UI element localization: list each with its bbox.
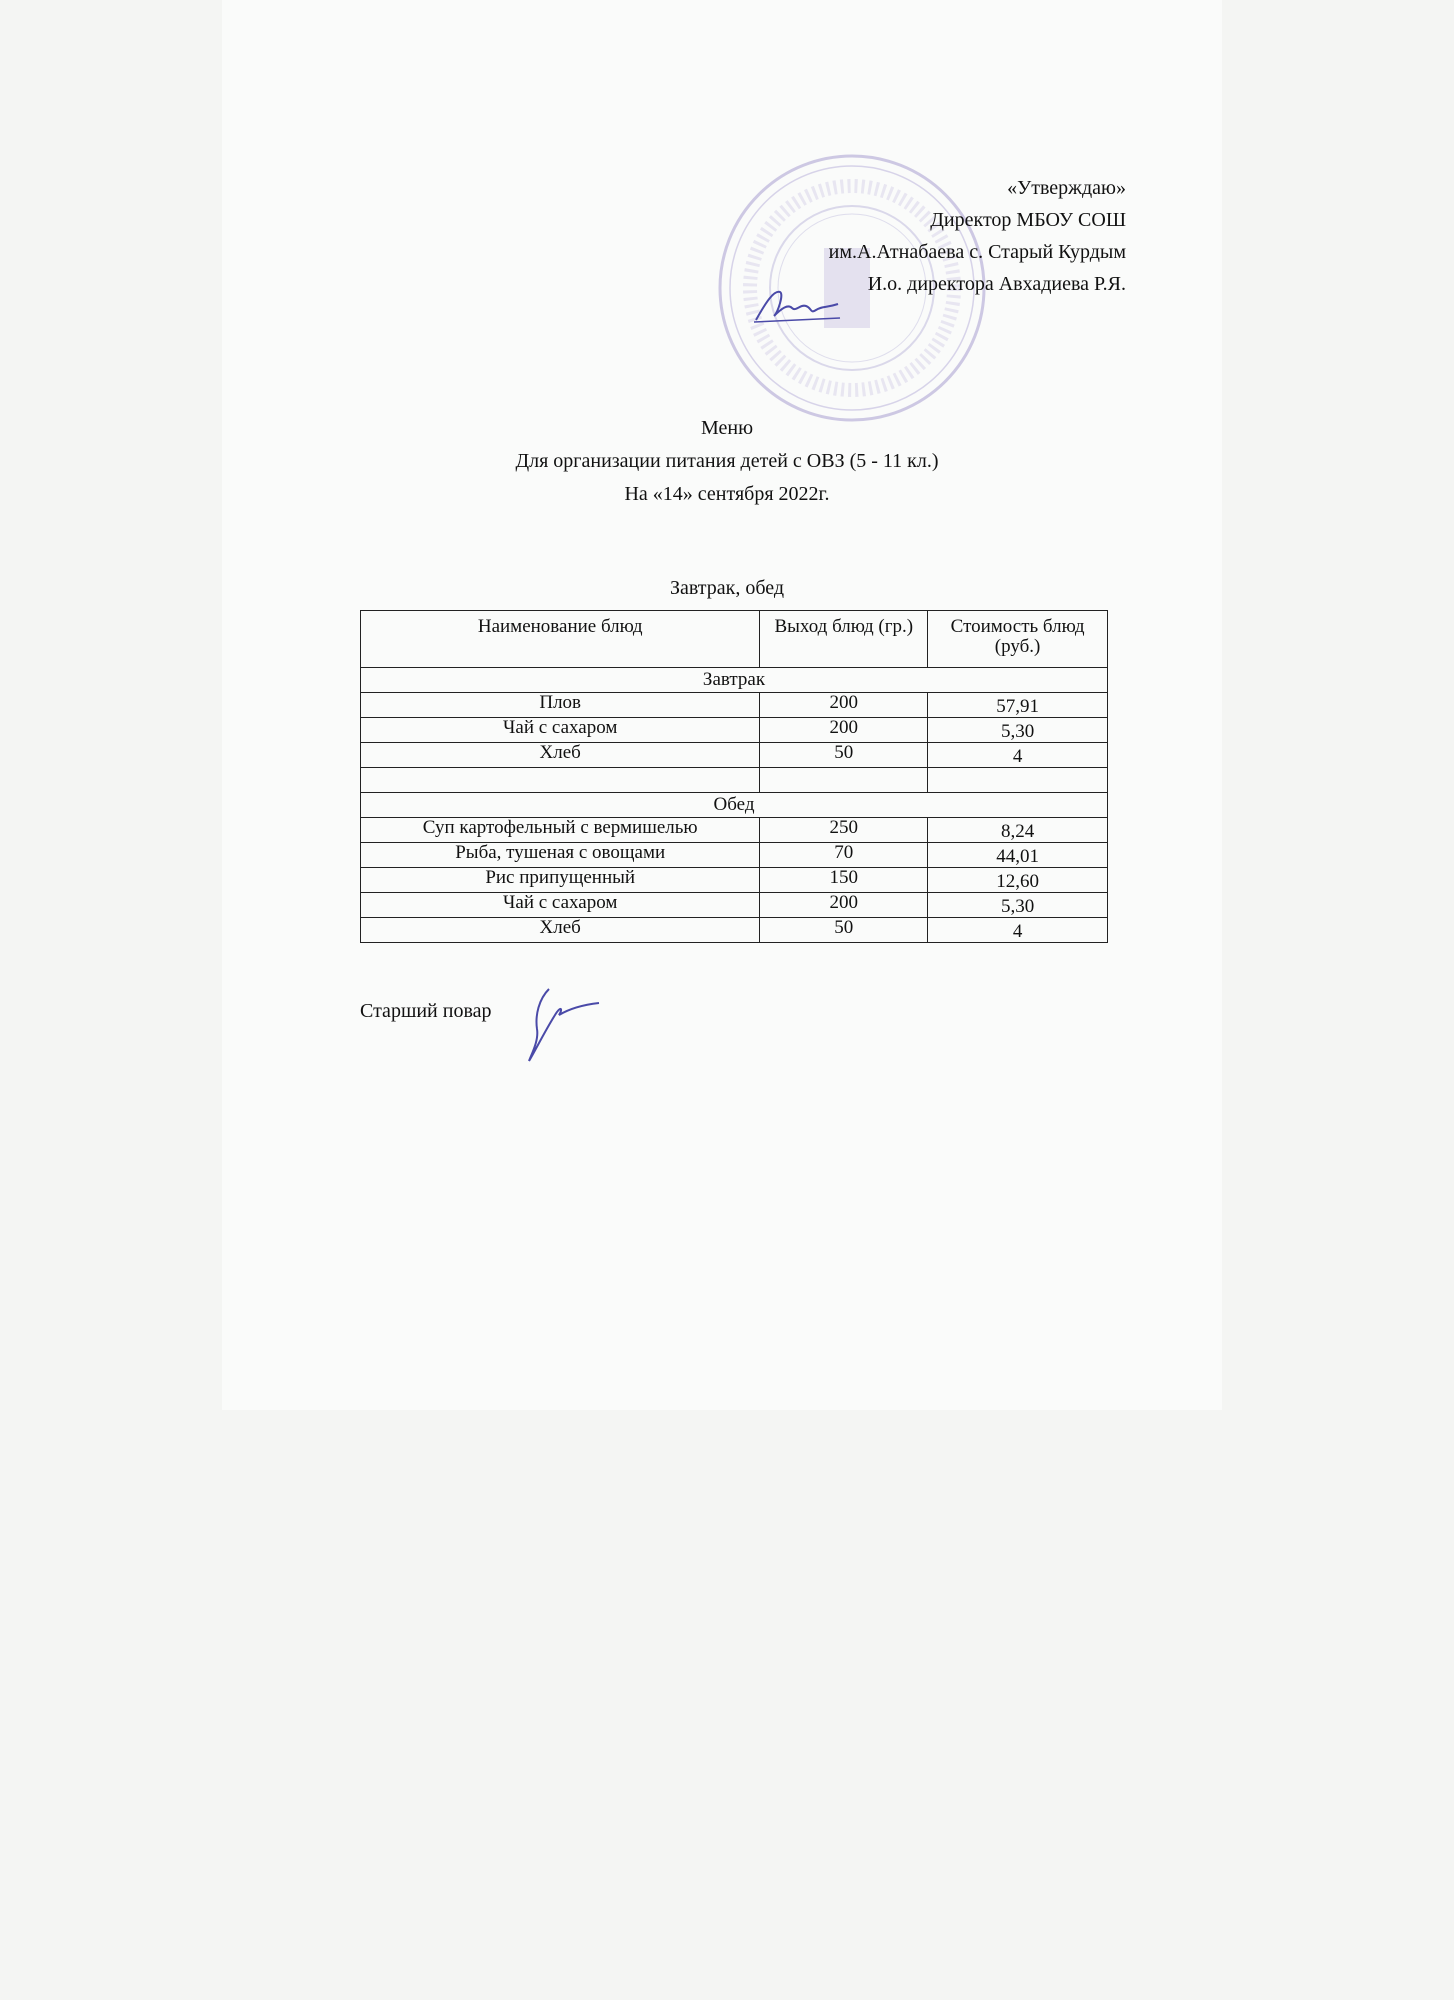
approval-line-4: И.о. директора Авхадиева Р.Я. [867, 273, 1126, 295]
dish-price: 12,60 [928, 868, 1108, 893]
lunch-label: Обед [361, 793, 1108, 818]
table-row [361, 893, 1108, 918]
breakfast-label: Завтрак [361, 668, 1108, 693]
table-header-row [361, 611, 1108, 668]
table-row [361, 743, 1108, 768]
dish-weight: 50 [760, 743, 928, 768]
empty-row [361, 768, 1108, 793]
approval-line-1: «Утверждаю» [1007, 177, 1126, 199]
document-title [0, 412, 1454, 511]
table-row [361, 868, 1108, 893]
dish-name: Суп картофельный с вермишелью [361, 818, 760, 843]
dish-name: Хлеб [361, 918, 760, 943]
approval-line-3: им.А.Атнабаева с. Старый Курдым [828, 241, 1126, 263]
menu-table [360, 610, 1108, 943]
dish-weight: 250 [760, 818, 928, 843]
dish-weight: 150 [760, 868, 928, 893]
table-row [361, 693, 1108, 718]
dish-name: Чай с сахаром [361, 893, 760, 918]
table-row [361, 843, 1108, 868]
dish-price: 44,01 [928, 843, 1108, 868]
header-weight: Выход блюд (гр.) [760, 611, 928, 668]
dish-name: Хлеб [361, 743, 760, 768]
title-line-1: Меню [700, 417, 754, 439]
dish-weight: 200 [760, 693, 928, 718]
lunch-section-row [361, 793, 1108, 818]
header-dish-name: Наименование блюд [361, 611, 760, 668]
dish-weight: 50 [760, 918, 928, 943]
dish-name: Чай с сахаром [361, 718, 760, 743]
director-signature [752, 282, 842, 326]
dish-name: Рис припущенный [361, 868, 760, 893]
dish-name: Рыба, тушеная с овощами [361, 843, 760, 868]
approval-line-2: Директор МБОУ СОШ [930, 209, 1126, 231]
breakfast-section-row [361, 668, 1108, 693]
dish-price: 8,24 [928, 818, 1108, 843]
footer-signer: Старший повар [360, 1000, 492, 1022]
table-row [361, 918, 1108, 943]
dish-price: 57,91 [928, 693, 1108, 718]
header-price: Стоимость блюд (руб.) [928, 611, 1108, 668]
dish-price: 5,30 [928, 718, 1108, 743]
dish-weight: 200 [760, 718, 928, 743]
table-row [361, 718, 1108, 743]
title-line-3: На «14» сентября 2022г. [624, 483, 830, 505]
dish-price: 5,30 [928, 893, 1108, 918]
approval-block [829, 172, 1126, 300]
dish-price: 4 [928, 743, 1108, 768]
table-row [361, 818, 1108, 843]
cook-signature [525, 985, 605, 1065]
dish-weight: 200 [760, 893, 928, 918]
dish-name: Плов [361, 693, 760, 718]
dish-price: 4 [928, 918, 1108, 943]
dish-weight: 70 [760, 843, 928, 868]
title-line-2: Для организации питания детей с ОВЗ (5 - 11 кл.) [515, 450, 939, 472]
section-caption: Завтрак, обед [669, 577, 785, 599]
